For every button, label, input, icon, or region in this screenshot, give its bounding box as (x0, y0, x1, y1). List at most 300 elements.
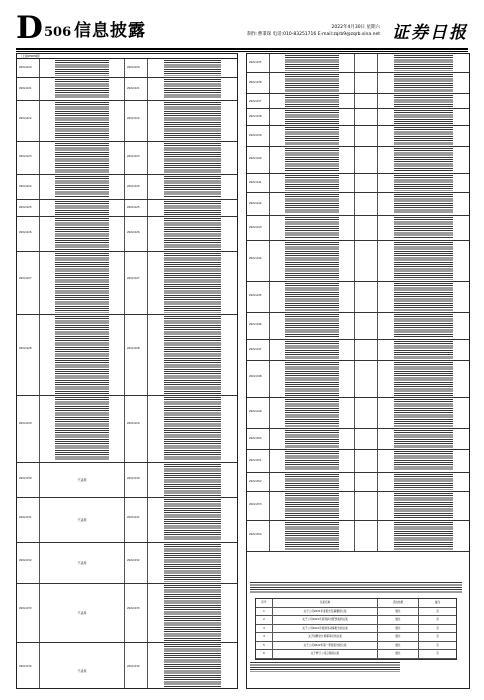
row-code-cell-2 (125, 142, 148, 174)
row-text-cell (378, 94, 469, 108)
table-cell: 通过 (378, 616, 419, 624)
row-code-cell-2 (125, 217, 148, 251)
row-text-cell (378, 429, 469, 449)
row-code-cell-2 (355, 473, 378, 491)
row-code-cell (247, 54, 270, 72)
announcement-code: 2022-035 (249, 61, 262, 65)
page-number: 506 (44, 25, 72, 40)
table-cell: 否 (436, 626, 439, 630)
row-main-cell (270, 282, 355, 312)
newspaper-logo: 证券日报 (392, 23, 468, 43)
row-text-cell (148, 200, 237, 216)
table-row (247, 54, 469, 73)
table-row (17, 584, 237, 643)
row-code-cell (247, 473, 270, 491)
row-main-cell (40, 175, 125, 199)
table-cell: 否 (436, 618, 439, 621)
table-row (247, 109, 469, 126)
announcement-code: 2022-048 (249, 375, 262, 379)
table-cell: 通过 (378, 608, 419, 616)
announcement-code: 2022-039 (249, 134, 262, 137)
text-block (285, 110, 339, 124)
row-main-cell (270, 313, 355, 339)
table-row (256, 642, 456, 651)
row-code-cell (17, 101, 40, 141)
row-code-cell (247, 450, 270, 472)
text-block (55, 316, 109, 394)
row-main-cell (40, 643, 125, 689)
announcement-code: 2022-027 (19, 276, 32, 280)
table-cell: 关于修订公司章程的议案 (273, 650, 378, 658)
row-code-cell-2 (125, 463, 148, 497)
table-row (247, 398, 469, 429)
row-text-cell (378, 147, 469, 173)
text-block (164, 464, 221, 496)
table-cell: 1 (256, 608, 273, 616)
row-main-cell (40, 543, 125, 583)
table-cell: 备注 (434, 601, 441, 604)
row-code-cell (247, 398, 270, 428)
section-title: 信息披露 (74, 21, 146, 41)
table-row (247, 216, 469, 241)
row-code-cell-2 (355, 313, 378, 339)
table-row (256, 633, 456, 642)
row-main-cell (40, 498, 125, 542)
text-block (285, 127, 339, 145)
row-text-cell (378, 521, 469, 551)
announcement-code: 2022-038 (249, 115, 262, 119)
table-row (17, 543, 237, 584)
text-block (394, 127, 452, 145)
row-main-cell (270, 492, 355, 520)
table-row (17, 142, 237, 175)
row-text-cell (378, 313, 469, 339)
announcement-code: 2022-024 (19, 184, 32, 188)
text-block (164, 644, 221, 689)
announcement-code: 2022-044 (249, 257, 262, 260)
announcement-code: 2022-023 (127, 154, 140, 158)
row-main-cell (40, 396, 125, 462)
announcement-code: 2022-029 (127, 422, 140, 426)
table-cell: 否 (436, 652, 439, 655)
row-text-cell (148, 78, 237, 100)
text-block (164, 176, 221, 198)
text-block (394, 451, 452, 471)
text-block (394, 175, 452, 191)
text-block (394, 474, 452, 490)
text-block (285, 55, 339, 71)
announcement-code: 2022-028 (19, 347, 32, 350)
row-text-cell (148, 396, 237, 462)
table-row (256, 625, 456, 634)
row-main-cell (270, 73, 355, 93)
header-rule (16, 48, 468, 50)
text-block (285, 148, 339, 172)
text-block (164, 201, 221, 215)
text-block (394, 314, 452, 338)
announcement-code: 2022-022 (19, 117, 32, 120)
row-main-cell (270, 94, 355, 108)
table-row (247, 126, 469, 147)
text-block (285, 194, 339, 214)
row-code-cell-2 (125, 175, 148, 199)
text-block (394, 399, 452, 427)
row-code-cell-2 (125, 101, 148, 141)
table-row (17, 217, 237, 252)
text-block (164, 253, 221, 313)
table-row (17, 252, 237, 315)
row-code-cell (17, 643, 40, 689)
row-main-cell (270, 174, 355, 192)
row-code-cell (17, 78, 40, 100)
text-block (394, 522, 452, 550)
announcement-code: 2022-032 (19, 559, 32, 562)
header-rule-thin (16, 51, 468, 52)
row-code-cell-2 (125, 315, 148, 395)
table-row (17, 101, 237, 142)
row-text-cell (148, 142, 237, 174)
row-code-cell (17, 584, 40, 642)
text-block (55, 60, 109, 76)
row-text-cell (148, 463, 237, 497)
text-block (55, 201, 109, 215)
row-code-cell (247, 216, 270, 240)
text-block (55, 397, 109, 461)
table-cell: 6 (256, 650, 273, 658)
table-cell: 通过 (378, 650, 419, 658)
row-code-cell-2 (355, 241, 378, 281)
row-code-cell (247, 521, 270, 551)
table-row (17, 643, 237, 689)
row-code-cell (17, 59, 40, 77)
announcement-code: 2022-036 (249, 81, 262, 84)
announcement-code: 2022-033 (19, 607, 32, 611)
announcement-code: 2022-031 (127, 515, 140, 519)
row-code-cell (17, 252, 40, 314)
text-block (164, 60, 221, 76)
announcement-code: 2022-024 (127, 184, 140, 188)
row-code-cell (247, 340, 270, 360)
row-code-cell (247, 126, 270, 146)
table-cell: 3 (256, 625, 273, 633)
table-row (247, 313, 469, 340)
row-code-cell (247, 73, 270, 93)
text-block (285, 175, 339, 191)
row-text-cell (378, 241, 469, 281)
announcement-code: 2022-026 (127, 230, 140, 234)
row-text-cell (148, 643, 237, 689)
table-row (17, 315, 237, 396)
row-code-cell-2 (355, 54, 378, 72)
text-block (285, 314, 339, 338)
announcement-code: 2022-051 (249, 458, 262, 462)
text-block (394, 283, 452, 311)
row-main-cell (270, 340, 355, 360)
table-row (17, 463, 237, 498)
row-code-cell-2 (355, 361, 378, 397)
row-text-cell (148, 315, 237, 395)
announcement-code: 2022-040 (249, 157, 262, 161)
text-block (164, 316, 221, 394)
table-row (247, 241, 469, 282)
text-block (285, 283, 339, 311)
row-code-cell (247, 282, 270, 312)
row-text-cell (378, 361, 469, 397)
announcement-code: 2022-034 (19, 665, 32, 669)
table-row (17, 175, 237, 200)
row-code-cell-2 (355, 398, 378, 428)
text-block (164, 143, 221, 173)
announcement-code: 2022-029 (19, 422, 32, 426)
row-code-cell-2 (125, 543, 148, 583)
table-row (17, 396, 237, 463)
text-block (164, 218, 221, 250)
text-block (285, 493, 339, 519)
table-cell: 2 (256, 616, 273, 624)
text-block (55, 253, 109, 313)
row-text-cell (148, 59, 237, 77)
text-block (285, 95, 339, 107)
table-row (256, 650, 456, 659)
table-cell: 关于公司2022年第一季度报告的议案 (273, 642, 378, 650)
text-block (164, 499, 221, 541)
row-code-cell-2 (125, 252, 148, 314)
row-code-cell (17, 396, 40, 462)
announcement-code: 2022-034 (127, 665, 140, 669)
row-code-cell-2 (125, 498, 148, 542)
text-block (394, 74, 452, 92)
row-text-cell (148, 584, 237, 642)
announcement-code: 2022-049 (249, 410, 262, 413)
row-code-cell-2 (355, 94, 378, 108)
table-row (247, 147, 469, 174)
text-block (285, 74, 339, 92)
row-code-cell (247, 429, 270, 449)
text-block (394, 362, 452, 396)
row-main-cell (270, 429, 355, 449)
announcement-code: 2022-030 (127, 476, 140, 480)
table-cell: 关于公司2021年度财务决算报告的议案 (273, 625, 378, 633)
row-code-cell-2 (355, 73, 378, 93)
table-row (247, 340, 469, 361)
row-code-cell (247, 313, 270, 339)
row-main-cell (270, 109, 355, 125)
table-row (247, 174, 469, 193)
row-label: 不适用 (77, 478, 87, 482)
footer-note-text (250, 582, 462, 594)
text-block (285, 341, 339, 359)
text-block (285, 430, 339, 448)
announcement-code: 2022-047 (249, 348, 262, 351)
announcement-code: 2022-023 (19, 154, 32, 158)
row-text-cell (378, 398, 469, 428)
text-block (285, 522, 339, 550)
row-main-cell (270, 521, 355, 551)
announcement-code: 2022-046 (249, 323, 262, 327)
row-text-cell (378, 54, 469, 72)
table-row (17, 59, 237, 78)
row-main-cell (40, 463, 125, 497)
row-main-cell (40, 200, 125, 216)
footer-table (255, 598, 457, 660)
table-cell: 通过 (378, 633, 419, 641)
table-cell: 否 (436, 609, 439, 613)
announcement-code: 2022-052 (249, 480, 262, 484)
row-main-cell (270, 126, 355, 146)
text-block (394, 430, 452, 448)
row-text-cell (378, 73, 469, 93)
row-text-cell (148, 175, 237, 199)
announcement-code: 2022-043 (249, 225, 262, 229)
row-code-cell-2 (355, 174, 378, 192)
table-row (17, 200, 237, 217)
table-row (17, 498, 237, 543)
text-block (55, 176, 109, 198)
editor-line: 制作:曹秉琛 电话:010-83251716 E-mail:zqrb9@zqrb.sina.net (247, 32, 380, 37)
row-text-cell (378, 193, 469, 215)
row-code-cell (247, 147, 270, 173)
row-code-cell (17, 315, 40, 395)
table-row (247, 450, 469, 473)
row-code-cell-2 (125, 584, 148, 642)
row-main-cell (40, 252, 125, 314)
row-main-cell (40, 217, 125, 251)
text-block (164, 79, 221, 99)
row-text-cell (378, 126, 469, 146)
row-text-cell (378, 174, 469, 192)
text-block (285, 451, 339, 471)
table-cell: 关于公司2021年度报告及摘要的议案 (273, 608, 378, 616)
row-text-cell (378, 450, 469, 472)
row-code-cell (247, 94, 270, 108)
text-block (394, 55, 452, 71)
table-row (247, 282, 469, 313)
text-block (285, 362, 339, 396)
table-cell: 通过 (378, 642, 419, 650)
row-code-cell-2 (355, 109, 378, 125)
row-text-cell (148, 252, 237, 314)
row-code-cell (247, 109, 270, 125)
row-label: 不适用 (77, 669, 87, 673)
table-cell: 否 (436, 643, 439, 647)
table-cell: 5 (256, 642, 273, 650)
table-row (256, 616, 456, 625)
table-header-row (256, 599, 456, 608)
row-main-cell (40, 101, 125, 141)
row-main-cell (40, 78, 125, 100)
text-block (394, 194, 452, 214)
row-code-cell-2 (125, 396, 148, 462)
row-text-cell (378, 109, 469, 125)
row-code-cell (17, 217, 40, 251)
announcement-code: 2022-021 (127, 86, 140, 90)
left-column-table (16, 53, 238, 689)
text-block (394, 242, 452, 280)
text-block (285, 399, 339, 427)
row-text-cell (378, 282, 469, 312)
row-text-cell (378, 492, 469, 520)
row-code-cell-2 (355, 450, 378, 472)
table-row (247, 521, 469, 552)
row-code-cell (247, 193, 270, 215)
row-label: 不适用 (77, 561, 87, 565)
text-block (55, 102, 109, 140)
footer-note-text-2 (250, 662, 400, 672)
row-code-cell-2 (355, 340, 378, 360)
table-row (247, 492, 469, 521)
row-code-cell (17, 463, 40, 497)
announcement-code: 2022-031 (19, 515, 32, 519)
announcement-code: 2022-041 (249, 181, 262, 185)
text-block (394, 217, 452, 239)
table-cell: 通过 (378, 625, 419, 633)
table-row (17, 78, 237, 101)
announcement-code: 2022-027 (127, 276, 140, 280)
row-code-cell (17, 142, 40, 174)
text-block (164, 397, 221, 461)
row-text-cell (148, 217, 237, 251)
text-block (394, 110, 452, 124)
text-block (394, 493, 452, 519)
announcement-code: 2022-033 (127, 607, 140, 611)
row-main-cell (270, 398, 355, 428)
announcement-code: 2022-054 (249, 533, 262, 536)
row-code-cell-2 (355, 429, 378, 449)
row-code-cell-2 (355, 492, 378, 520)
row-main-cell (270, 147, 355, 173)
row-main-cell (40, 315, 125, 395)
row-code-cell (247, 241, 270, 281)
text-block (394, 148, 452, 172)
row-main-cell (40, 59, 125, 77)
text-block (164, 102, 221, 140)
announcement-code: 2022-021 (19, 86, 32, 90)
continuation-note: （上接D505版） (17, 54, 237, 59)
table-cell: 表决结果 (378, 599, 419, 607)
text-block (285, 242, 339, 280)
table-row (256, 608, 456, 617)
text-block (55, 79, 109, 99)
row-main-cell (270, 241, 355, 281)
table-row (247, 429, 469, 450)
text-block (285, 474, 339, 490)
announcement-code: 2022-022 (127, 117, 140, 120)
row-label: 不适用 (77, 611, 87, 615)
row-code-cell (17, 498, 40, 542)
table-cell: 关于续聘会计师事务所的议案 (273, 633, 378, 641)
row-code-cell-2 (355, 282, 378, 312)
announcement-code: 2022-030 (19, 476, 32, 480)
table-row (247, 94, 469, 109)
row-main-cell (270, 473, 355, 491)
row-code-cell (247, 174, 270, 192)
announcement-code: 2022-025 (19, 206, 32, 210)
date-line: 2022年4月30日 星期六 (331, 25, 380, 30)
row-main-cell (270, 54, 355, 72)
row-code-cell-2 (355, 193, 378, 215)
table-cell: 4 (256, 633, 273, 641)
text-block (55, 143, 109, 173)
row-text-cell (148, 498, 237, 542)
row-code-cell (17, 200, 40, 216)
announcement-code: 2022-028 (127, 347, 140, 350)
announcement-code: 2022-032 (127, 559, 140, 562)
row-main-cell (40, 142, 125, 174)
announcement-code: 2022-050 (249, 437, 262, 440)
row-code-cell (247, 361, 270, 397)
text-block (394, 341, 452, 359)
table-row (247, 73, 469, 94)
